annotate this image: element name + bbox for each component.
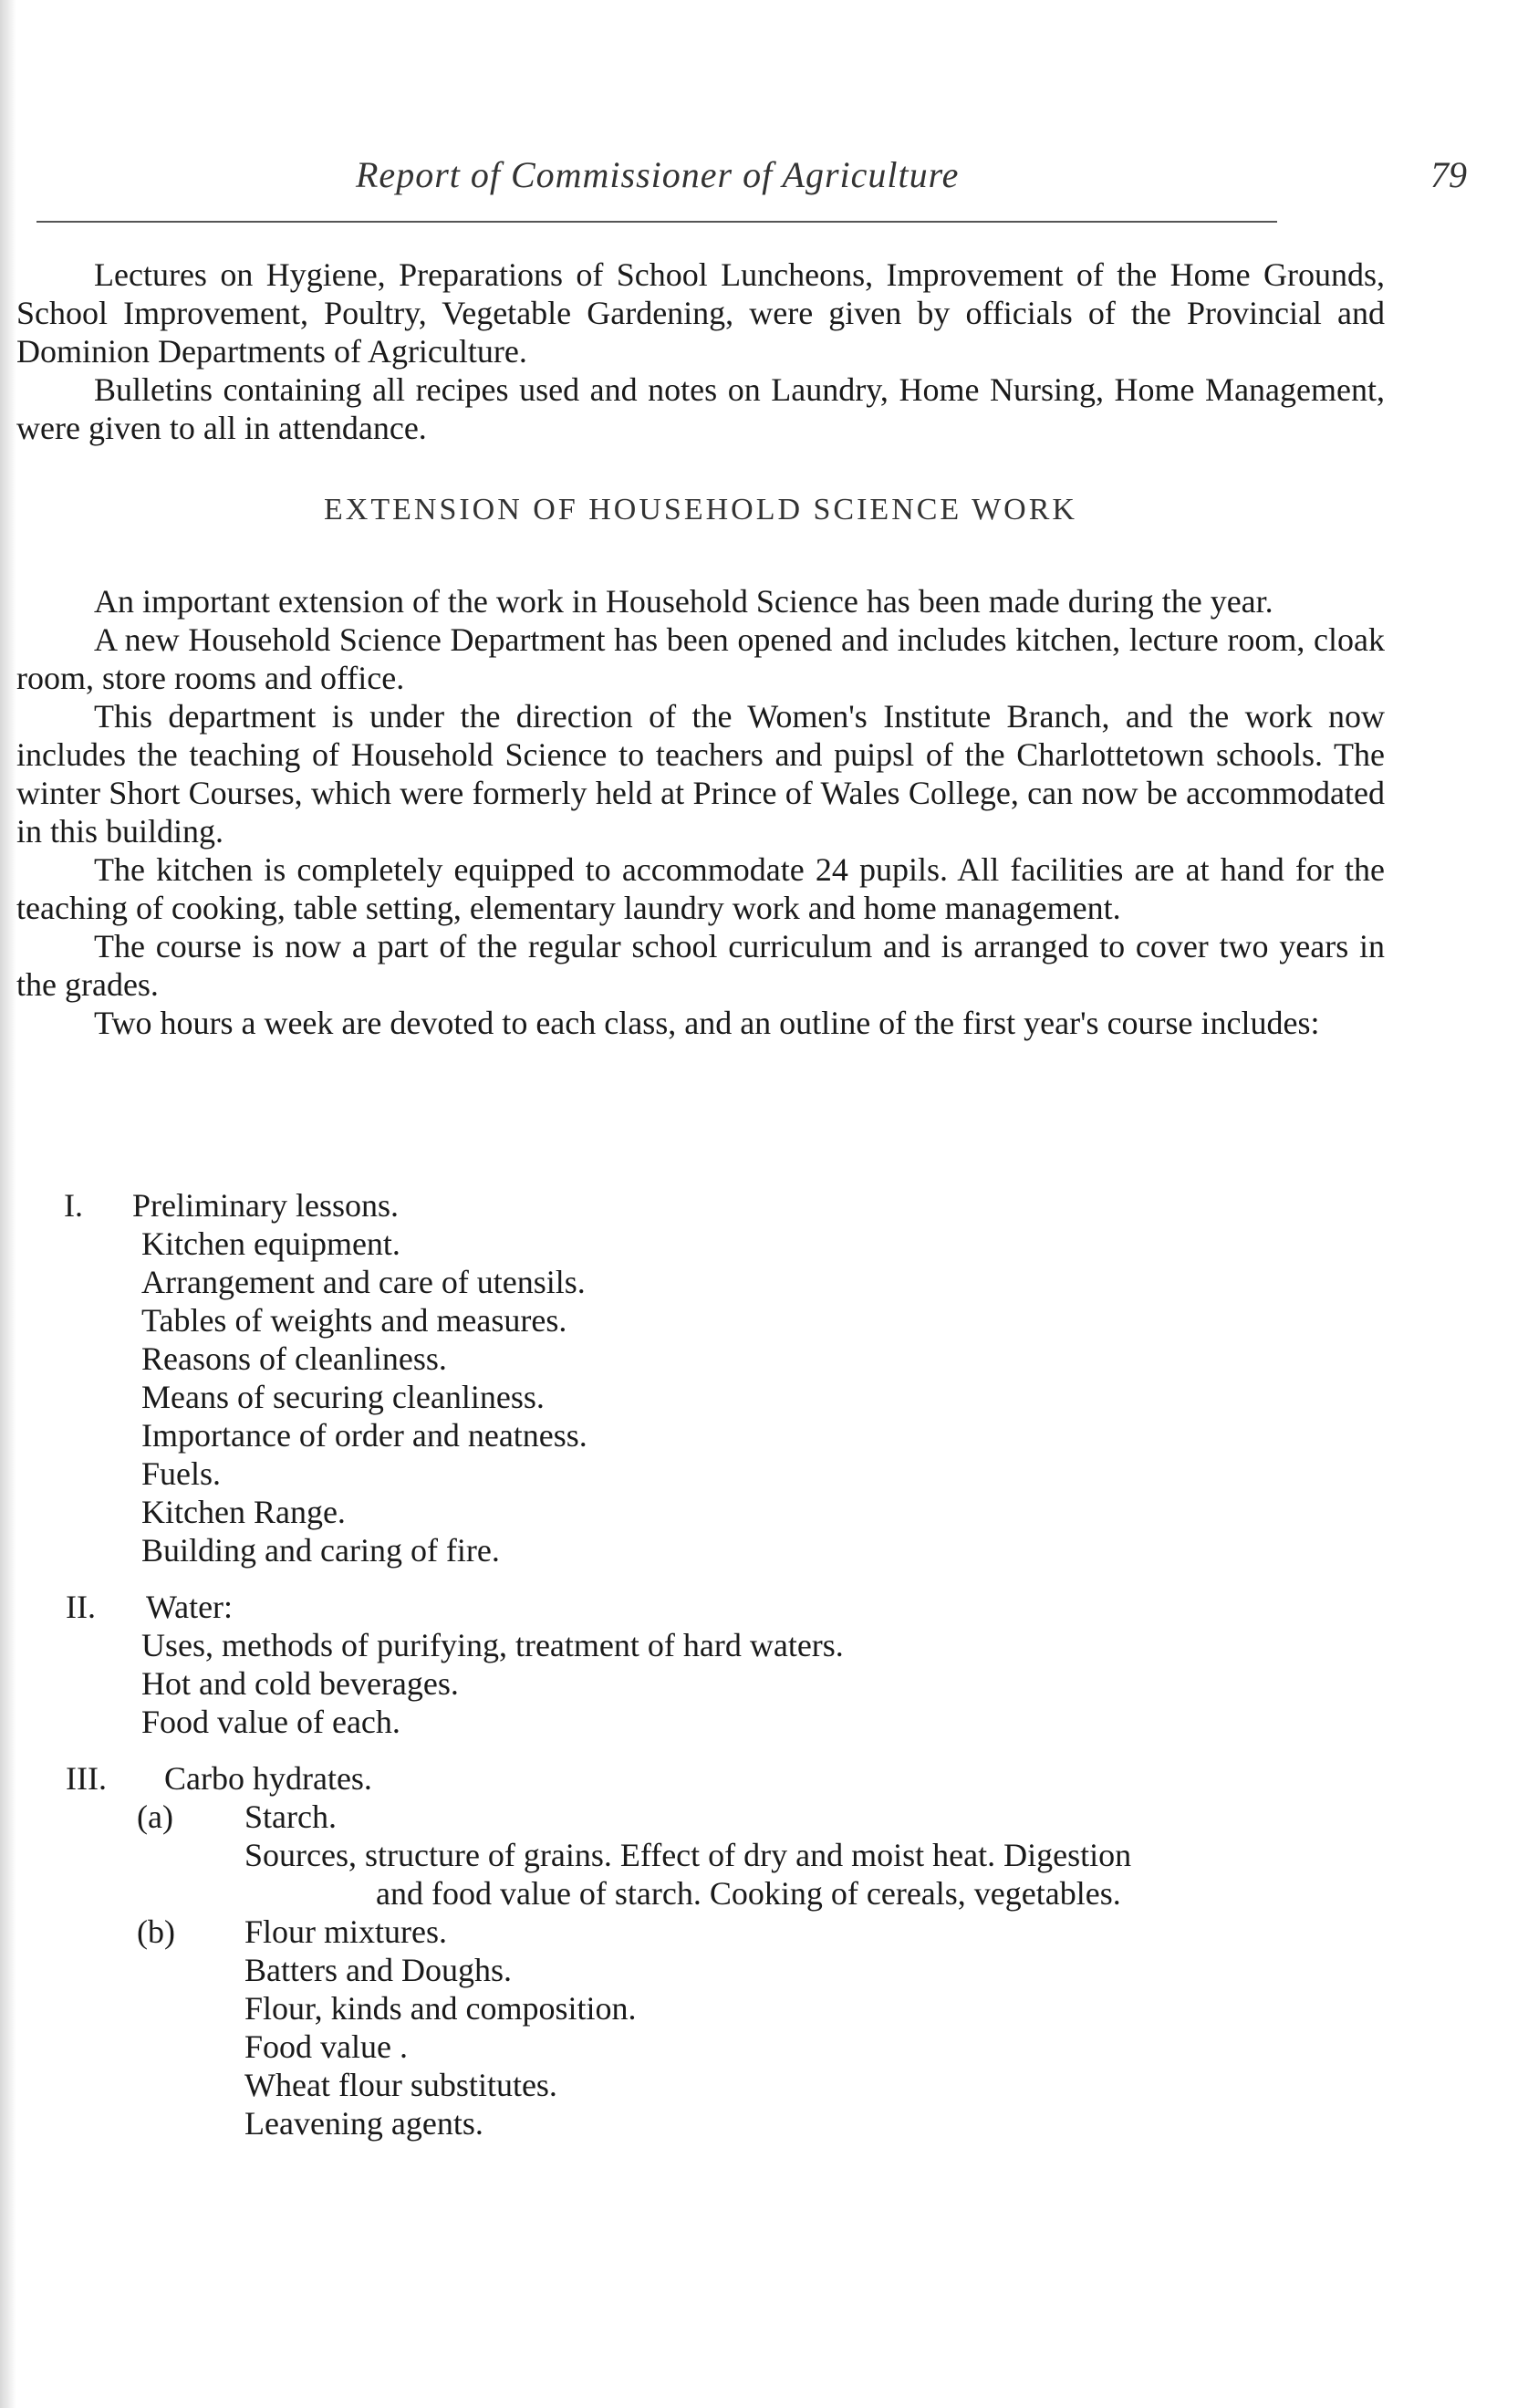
header-rule xyxy=(36,221,1277,223)
list-item: Building and caring of fire. xyxy=(141,1532,500,1569)
list-item: Kitchen Range. xyxy=(141,1494,346,1530)
list-item: Importance of order and neatness. xyxy=(141,1417,587,1454)
list-item: Batters and Doughs. xyxy=(244,1952,512,1988)
section-heading: EXTENSION OF HOUSEHOLD SCIENCE WORK xyxy=(324,493,1077,526)
list-item: Sources, structure of grains. Effect of dry and moist heat. Digestion xyxy=(244,1837,1132,1873)
section-title: Water: xyxy=(146,1589,234,1625)
paragraph-kitchen: The kitchen is completely equipped to accommodate 24 pupils. All facilities are at hand for the teaching of cooking, table setting, elementary laundry work and home management. xyxy=(16,851,1385,926)
paragraph-lectures: Lectures on Hygiene, Preparations of School Luncheons, Improvement of the Home Grounds, School Improvement, Poultry, Vegetable Gardening, were given by officials of the Provincial and Dominion Departments of Agriculture. xyxy=(16,256,1385,370)
paragraph-bulletins: Bulletins containing all recipes used and notes on Laundry, Home Nursing, Home Management, were given to all in attendance. xyxy=(16,371,1385,446)
subsection-title: Starch. xyxy=(244,1798,337,1835)
paragraph-new-department: A new Household Science Department has been opened and includes kitchen, lecture room, cloak room, store rooms and office. xyxy=(16,621,1385,696)
body-text xyxy=(16,255,1385,1042)
list-item: Food value . xyxy=(244,2028,408,2065)
subsection-b xyxy=(0,1913,1460,2142)
section-numeral: II. xyxy=(66,1589,96,1625)
subsection-a xyxy=(0,1798,1460,1913)
list-item: Fuels. xyxy=(141,1455,222,1492)
paragraph-direction: This department is under the direction of the Women's Institute Branch, and the work now includes the teaching of Household Science to teachers and puipsl of the Charlottetown schools. The winter Short Courses, which were formerly held at Prince of Wales College, can now be accommodated in this building. xyxy=(16,698,1385,850)
list-item: Flour, kinds and composition. xyxy=(244,1990,637,2027)
section-numeral: III. xyxy=(66,1760,107,1797)
section-title: Carbo hydrates. xyxy=(164,1760,372,1797)
subsection-label: (b) xyxy=(137,1913,175,1950)
subsection-title: Flour mixtures. xyxy=(244,1913,447,1950)
list-item: Reasons of cleanliness. xyxy=(141,1340,447,1377)
list-item: and food value of starch. Cooking of cereals, vegetables. xyxy=(376,1875,1121,1912)
outline-section-3 xyxy=(0,1759,1460,2142)
list-item: Kitchen equipment. xyxy=(141,1225,400,1262)
list-item: Hot and cold beverages. xyxy=(141,1665,459,1702)
outline-section-2 xyxy=(0,1588,1460,1741)
list-item: Uses, methods of purifying, treatment of hard waters. xyxy=(141,1627,844,1663)
paragraph-curriculum: The course is now a part of the regular school curriculum and is arranged to cover two years in the grades. xyxy=(16,928,1385,1003)
paragraph-course-outline-intro: Two hours a week are devoted to each class, and an outline of the first year's course includes: xyxy=(94,1005,1320,1041)
course-outline xyxy=(0,1186,1460,2161)
outline-section-1 xyxy=(0,1186,1460,1569)
running-title: Report of Commissioner of Agriculture xyxy=(356,154,960,195)
section-numeral: I. xyxy=(64,1187,83,1224)
list-item: Food value of each. xyxy=(141,1704,400,1740)
list-item: Wheat flour substitutes. xyxy=(244,2067,557,2103)
section-title: Preliminary lessons. xyxy=(132,1187,399,1224)
list-item: Arrangement and care of utensils. xyxy=(141,1264,586,1300)
subsection-label: (a) xyxy=(137,1798,173,1835)
paragraph-extension: An important extension of the work in Household Science has been made during the year. xyxy=(94,583,1273,620)
list-item: Leavening agents. xyxy=(244,2105,483,2142)
list-item: Means of securing cleanliness. xyxy=(141,1379,545,1415)
list-item: Tables of weights and measures. xyxy=(141,1302,567,1339)
running-header xyxy=(0,153,1528,208)
page-number: 79 xyxy=(1430,154,1467,195)
